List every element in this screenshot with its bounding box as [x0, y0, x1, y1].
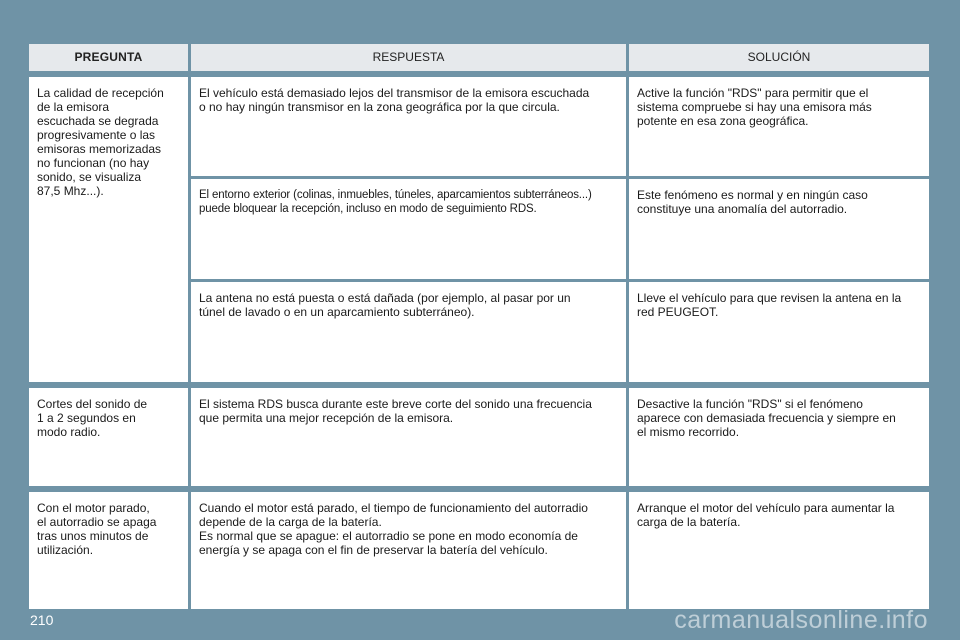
question-cell: Cortes del sonido de 1 a 2 segundos en modo radio.: [29, 388, 188, 486]
answer-cell: Cuando el motor está parado, el tiempo de funcionamiento del autorradio depende de la carga de la batería. Es normal que se apague: el autorradio se pone en modo economía de energía y se apaga con el fin de preservar la batería del vehículo.: [191, 492, 626, 609]
question-cell: La calidad de recepción de la emisora escuchada se degrada progresivamente o las emisoras memorizadas no funcionan (no hay sonido, se visualiza 87,5 Mhz...).: [29, 77, 188, 382]
solution-cell: Lleve el vehículo para que revisen la antena en la red PEUGEOT.: [629, 282, 929, 382]
header-question: PREGUNTA: [29, 44, 188, 71]
answer-cell: La antena no está puesta o está dañada (por ejemplo, al pasar por un túnel de lavado o en un aparcamiento subterráneo).: [191, 282, 626, 382]
watermark: carmanualsonline.info: [674, 606, 928, 634]
header-solution: SOLUCIÓN: [629, 44, 929, 71]
solution-cell: Este fenómeno es normal y en ningún caso constituye una anomalía del autorradio.: [629, 179, 929, 279]
header-answer: RESPUESTA: [191, 44, 626, 71]
answer-cell: El sistema RDS busca durante este breve corte del sonido una frecuencia que permita una mejor recepción de la emisora.: [191, 388, 626, 486]
page-number: 210: [30, 612, 54, 628]
question-cell: Con el motor parado, el autorradio se apaga tras unos minutos de utilización.: [29, 492, 188, 609]
answer-cell: El vehículo está demasiado lejos del transmisor de la emisora escuchada o no hay ningún transmisor en la zona geográfica por la que circula.: [191, 77, 626, 176]
answer-cell: El entorno exterior (colinas, inmuebles, túneles, aparcamientos subterráneos...) puede bloquear la recepción, incluso en modo de seguimiento RDS.: [191, 179, 626, 279]
solution-cell: Desactive la función "RDS" si el fenómeno aparece con demasiada frecuencia y siempre en el mismo recorrido.: [629, 388, 929, 486]
solution-cell: Arranque el motor del vehículo para aumentar la carga de la batería.: [629, 492, 929, 609]
solution-cell: Active la función "RDS" para permitir que el sistema compruebe si hay una emisora más potente en esa zona geográfica.: [629, 77, 929, 176]
